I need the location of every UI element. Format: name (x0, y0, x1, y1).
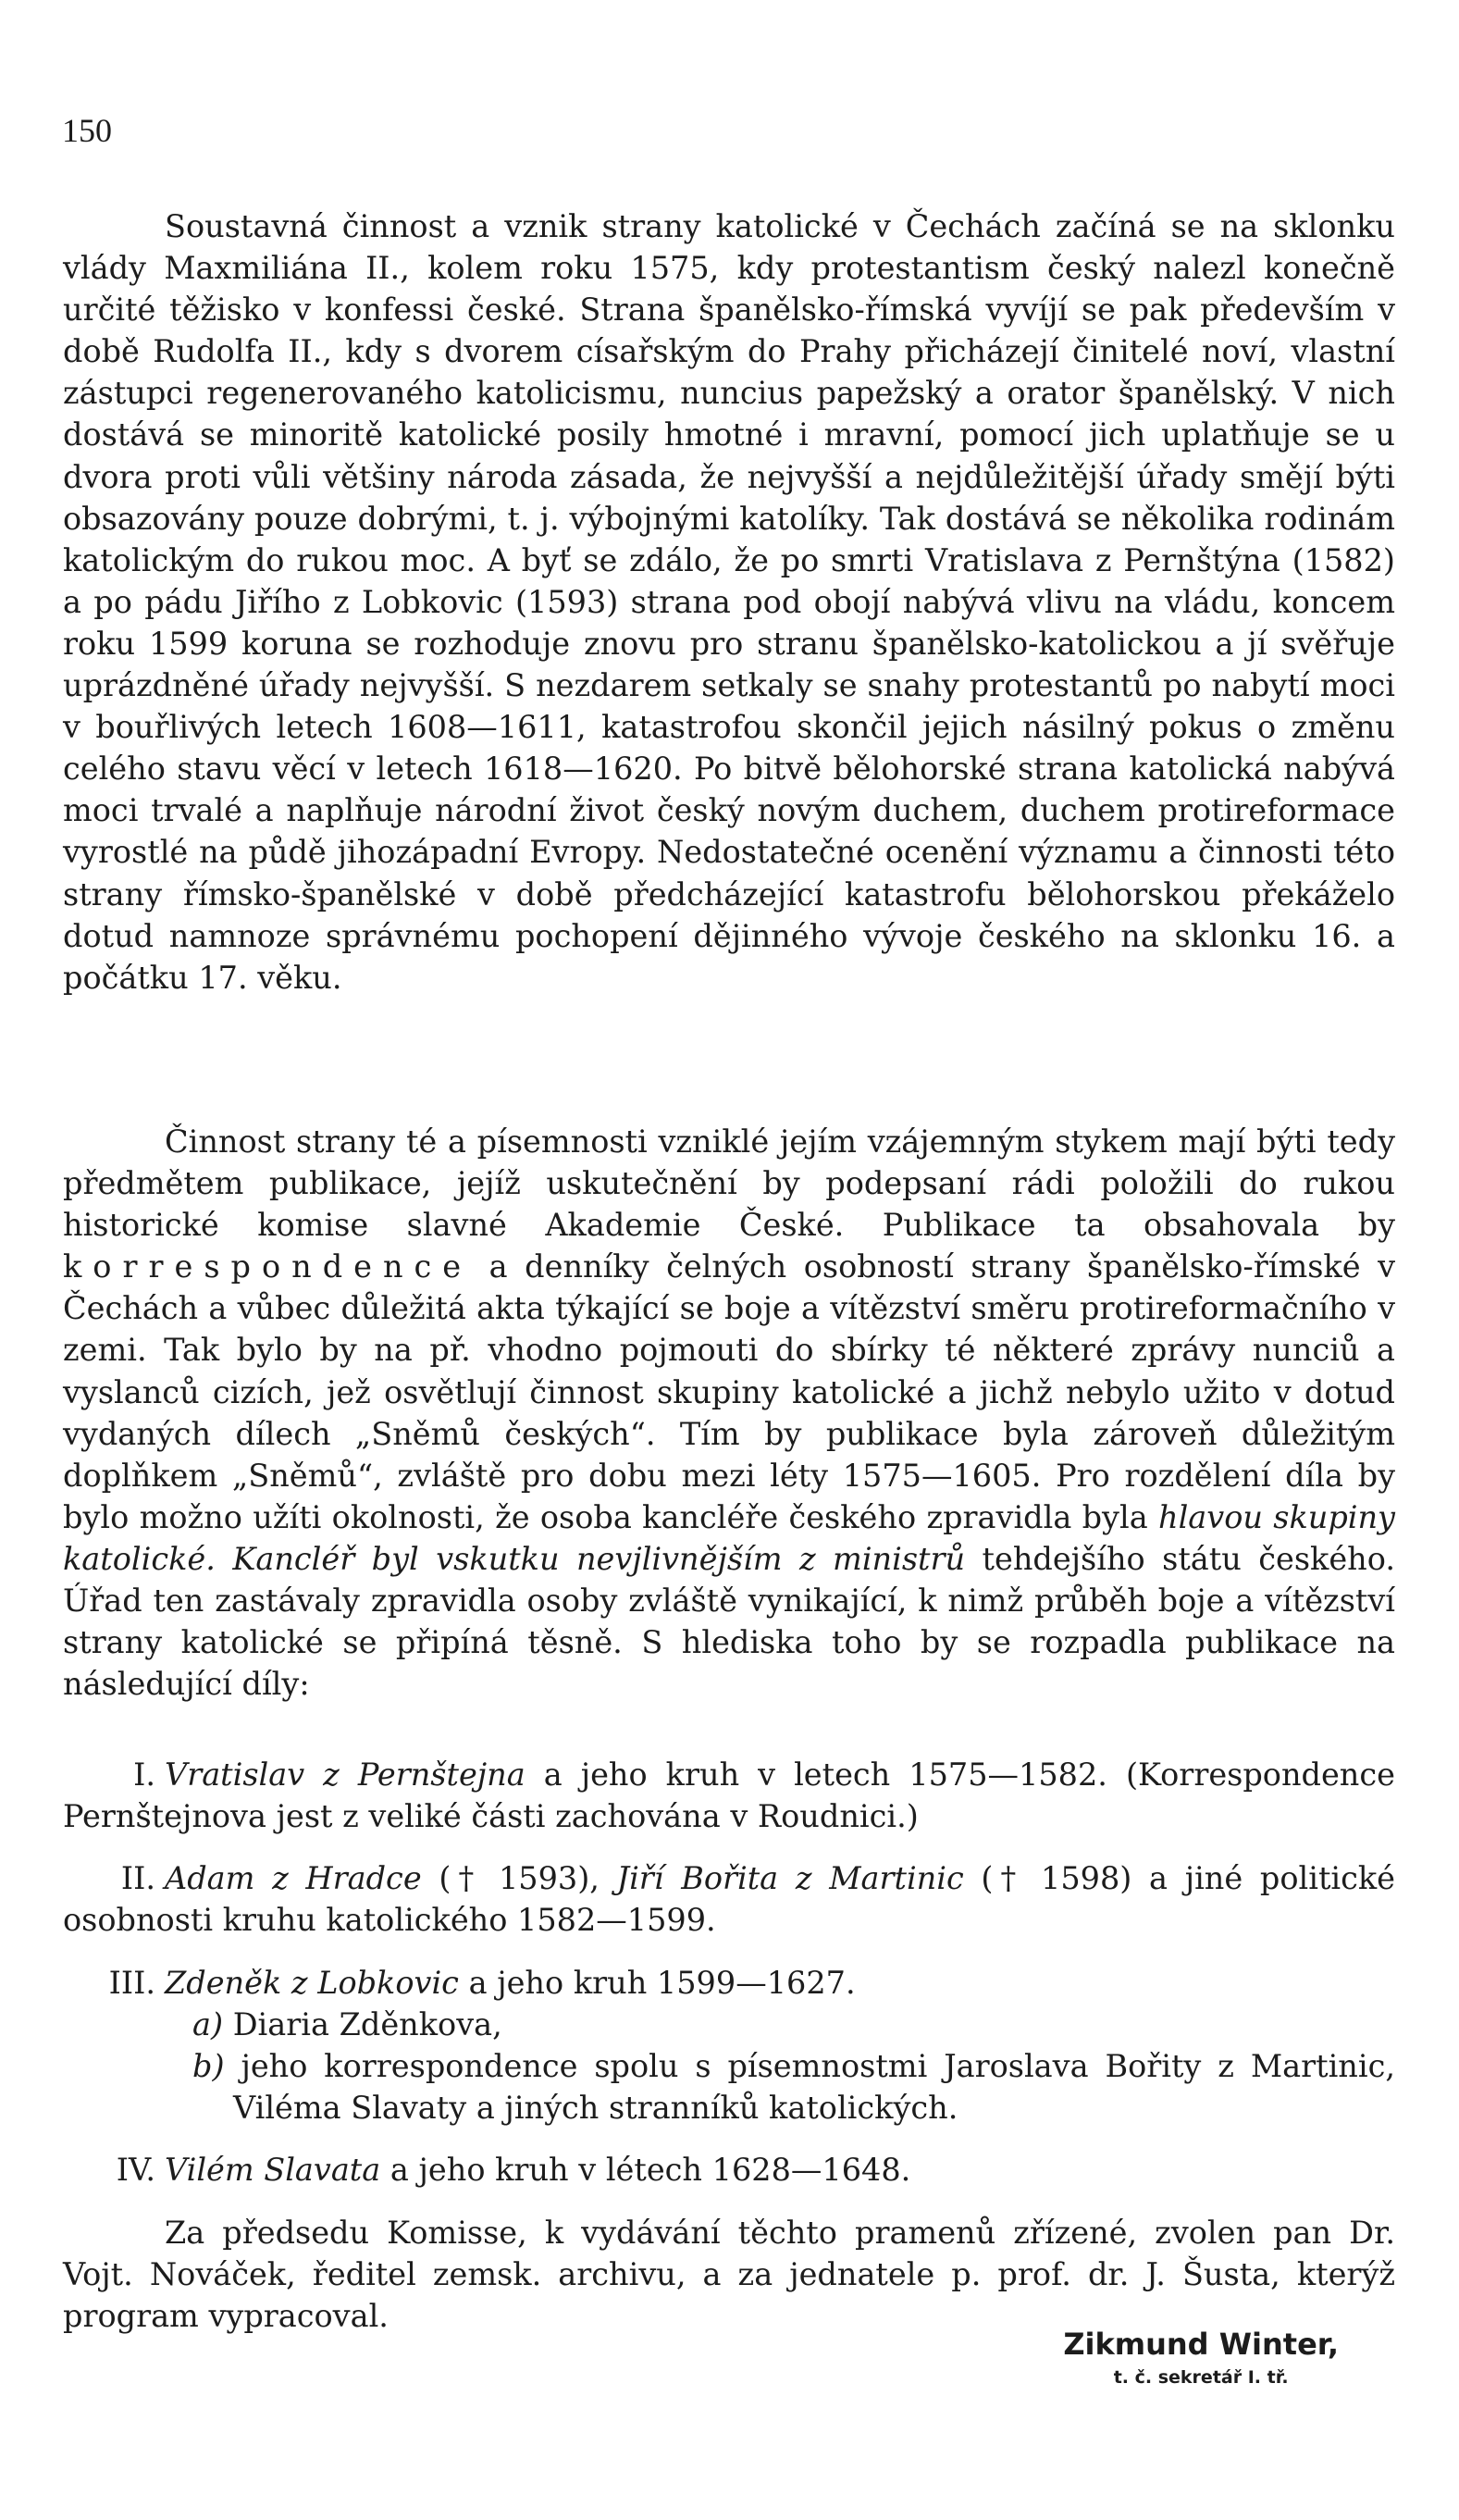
signature-title: t. č. sekretář I. tř. (1113, 2367, 1289, 2388)
signature-name: Zikmund Winter, (1063, 2327, 1339, 2362)
list-number: I. (133, 1757, 155, 1793)
list-text: a jeho kruh v letech 1575—1582. (Korrespondence Pernštejnova jest z veliké části zachována v Roudnici.) (63, 1757, 1395, 1835)
paragraph-2-italic: hlavou skupiny katolické. Kancléř byl vskutku nevjlivnějším z ministrů (63, 1498, 1395, 1577)
paragraph-2-text (63, 1121, 1395, 1705)
list-number: IV. (116, 2152, 155, 2188)
closing-text: Za předsedu Komisse, k vydávání těchto pramenů zřízené, zvolen pan Dr. Vojt. Nováček, ředitel zemsk. archivu, a za jednatele p. prof. dr. J. Šusta, kterýž program vypracoval. (63, 2215, 1395, 2335)
list-subitem-a (63, 2004, 1395, 2045)
paragraph-2 (63, 1121, 1395, 1705)
list-item-II (63, 1857, 1395, 1941)
closing-paragraph (63, 2212, 1395, 2337)
paragraph-2-start: Činnost strany té a písemnosti vzniklé jejím vzájemným stykem mají býti tedy předmětem publikace, jejíž uskutečnění by podepsaní rádi položili do rukou historické komise slavné Akademie České. Publikace ta obsahovala by (63, 1123, 1395, 1244)
list-item-I (63, 1754, 1395, 1837)
list-text: († 1598) a jiné politické osobnosti kruhu katolického 1582—1599. (63, 1860, 1396, 1939)
person-name: Vilém Slavata (165, 2152, 381, 2188)
paragraph-1-text: Soustavná činnost a vznik strany katolické v Čechách začíná se na sklonku vlády Maxmiliána II., kolem roku 1575, kdy protestantism český nalezl konečně určité těžisko v konfessi české. Strana španělsko-římská vyvíjí se pak především v době Rudolfa II., kdy s dvorem císařským do Prahy přicházejí činitelé noví, vlastní zástupci regenerovaného katolicismu, nuncius papežský a orator španělský. V nich dostává se minoritě katolické posily hmotné i mravní, pomocí jich uplatňuje se u dvora proti vůli většiny národa zásada, že nejvyšší a nejdůležitější úřady smějí býti obsazovány pouze dobrými, t. j. výbojnými katolíky. Tak dostává se několika rodinám katolickým do rukou moc. A byť se zdálo, že po smrti Vratislava z Pernštýna (1582) a po pádu Jiřího z Lobkovic (1593) strana pod obojí nabývá vlivu na vládu, koncem roku 1599 koruna se rozhoduje znovu pro stranu španělsko-katolickou a jí svěřuje uprázdněné úřady nejvyšší. S nezdarem setkaly se snahy protestantů po nabytí moci v bouřlivých letech 1608—1611, katastrofou skončil jejich násilný pokus o změnu celého stavu věcí v letech 1618—1620. Po bitvě bělohorské strana katolická nabývá moci trvalé a naplňuje národní život český novým duchem, duchem protireformace vyrostlé na půdě jihozápadní Evropy. Nedostatečné ocenění významu a činnosti této strany římsko-španělské v době předcházející katastrofu bělohorskou překáželo dotud namnoze správnému pochopení dějinného vývoje českého na sklonku 16. a počátku 17. věku. (63, 208, 1395, 996)
sub-letter: b) (192, 2048, 225, 2084)
list-item-IV (63, 2149, 1395, 2191)
list-item-III (63, 1962, 1395, 2004)
list-number: III. (108, 1965, 155, 2001)
list-text: Diaria Zděnkova, (232, 2006, 502, 2042)
person-name: Adam z Hradce (165, 1860, 422, 1896)
paragraph-2-mid: a denníky čelných osobností strany španělsko-římské v Čechách a vůbec důležitá akta týkající se boje a vítězství směru protireformačního v zemi. Tak bylo by na př. vhodno pojmouti do sbírky té některé zprávy nunciů a vyslanců cizích, jež osvětlují činnost skupiny katolické a jichž nebylo užito v dotud vydaných dílech „Sněmů českých“. Tím by publikace byla zároveň důležitým doplňkem „Sněmů“, zvláště pro dobu mezi léty 1575—1605. Pro rozdělení díla by bylo možno užíti okolnosti, že osoba kancléře českého zpravidla byla (63, 1248, 1395, 1535)
list-subitem-b (63, 2045, 1395, 2129)
person-name: Vratislav z Pernštejna (165, 1757, 525, 1793)
list-text: († 1593), (439, 1860, 600, 1896)
signature-block (1063, 2326, 1339, 2392)
list-number: II. (120, 1860, 155, 1896)
paragraph-2-end: tehdejšího státu českého. Úřad ten zastávaly zpravidla osoby zvláště vynikající, k nimž průběh boje a vítězství strany katolické se připíná těsně. S hlediska toho by se rozpadla publikace na následující díly: (63, 1540, 1395, 1703)
person-name: Jiří Bořita z Martinic (616, 1860, 964, 1896)
list-text: a jeho kruh 1599—1627. (468, 1965, 856, 2001)
paragraph-1 (63, 205, 1395, 999)
person-name: Zdeněk z Lobkovic (165, 1965, 459, 2001)
sub-letter: a) (192, 2006, 224, 2042)
list-text: jeho korrespondence spolu s písemnostmi Jaroslava Bořity z Martinic, Viléma Slavaty a jiných stranníků katolických. (233, 2048, 1395, 2127)
page-number: 150 (62, 112, 112, 149)
spaced-word: korrespondence (63, 1248, 473, 1285)
list-text: a jeho kruh v létech 1628—1648. (389, 2152, 911, 2188)
